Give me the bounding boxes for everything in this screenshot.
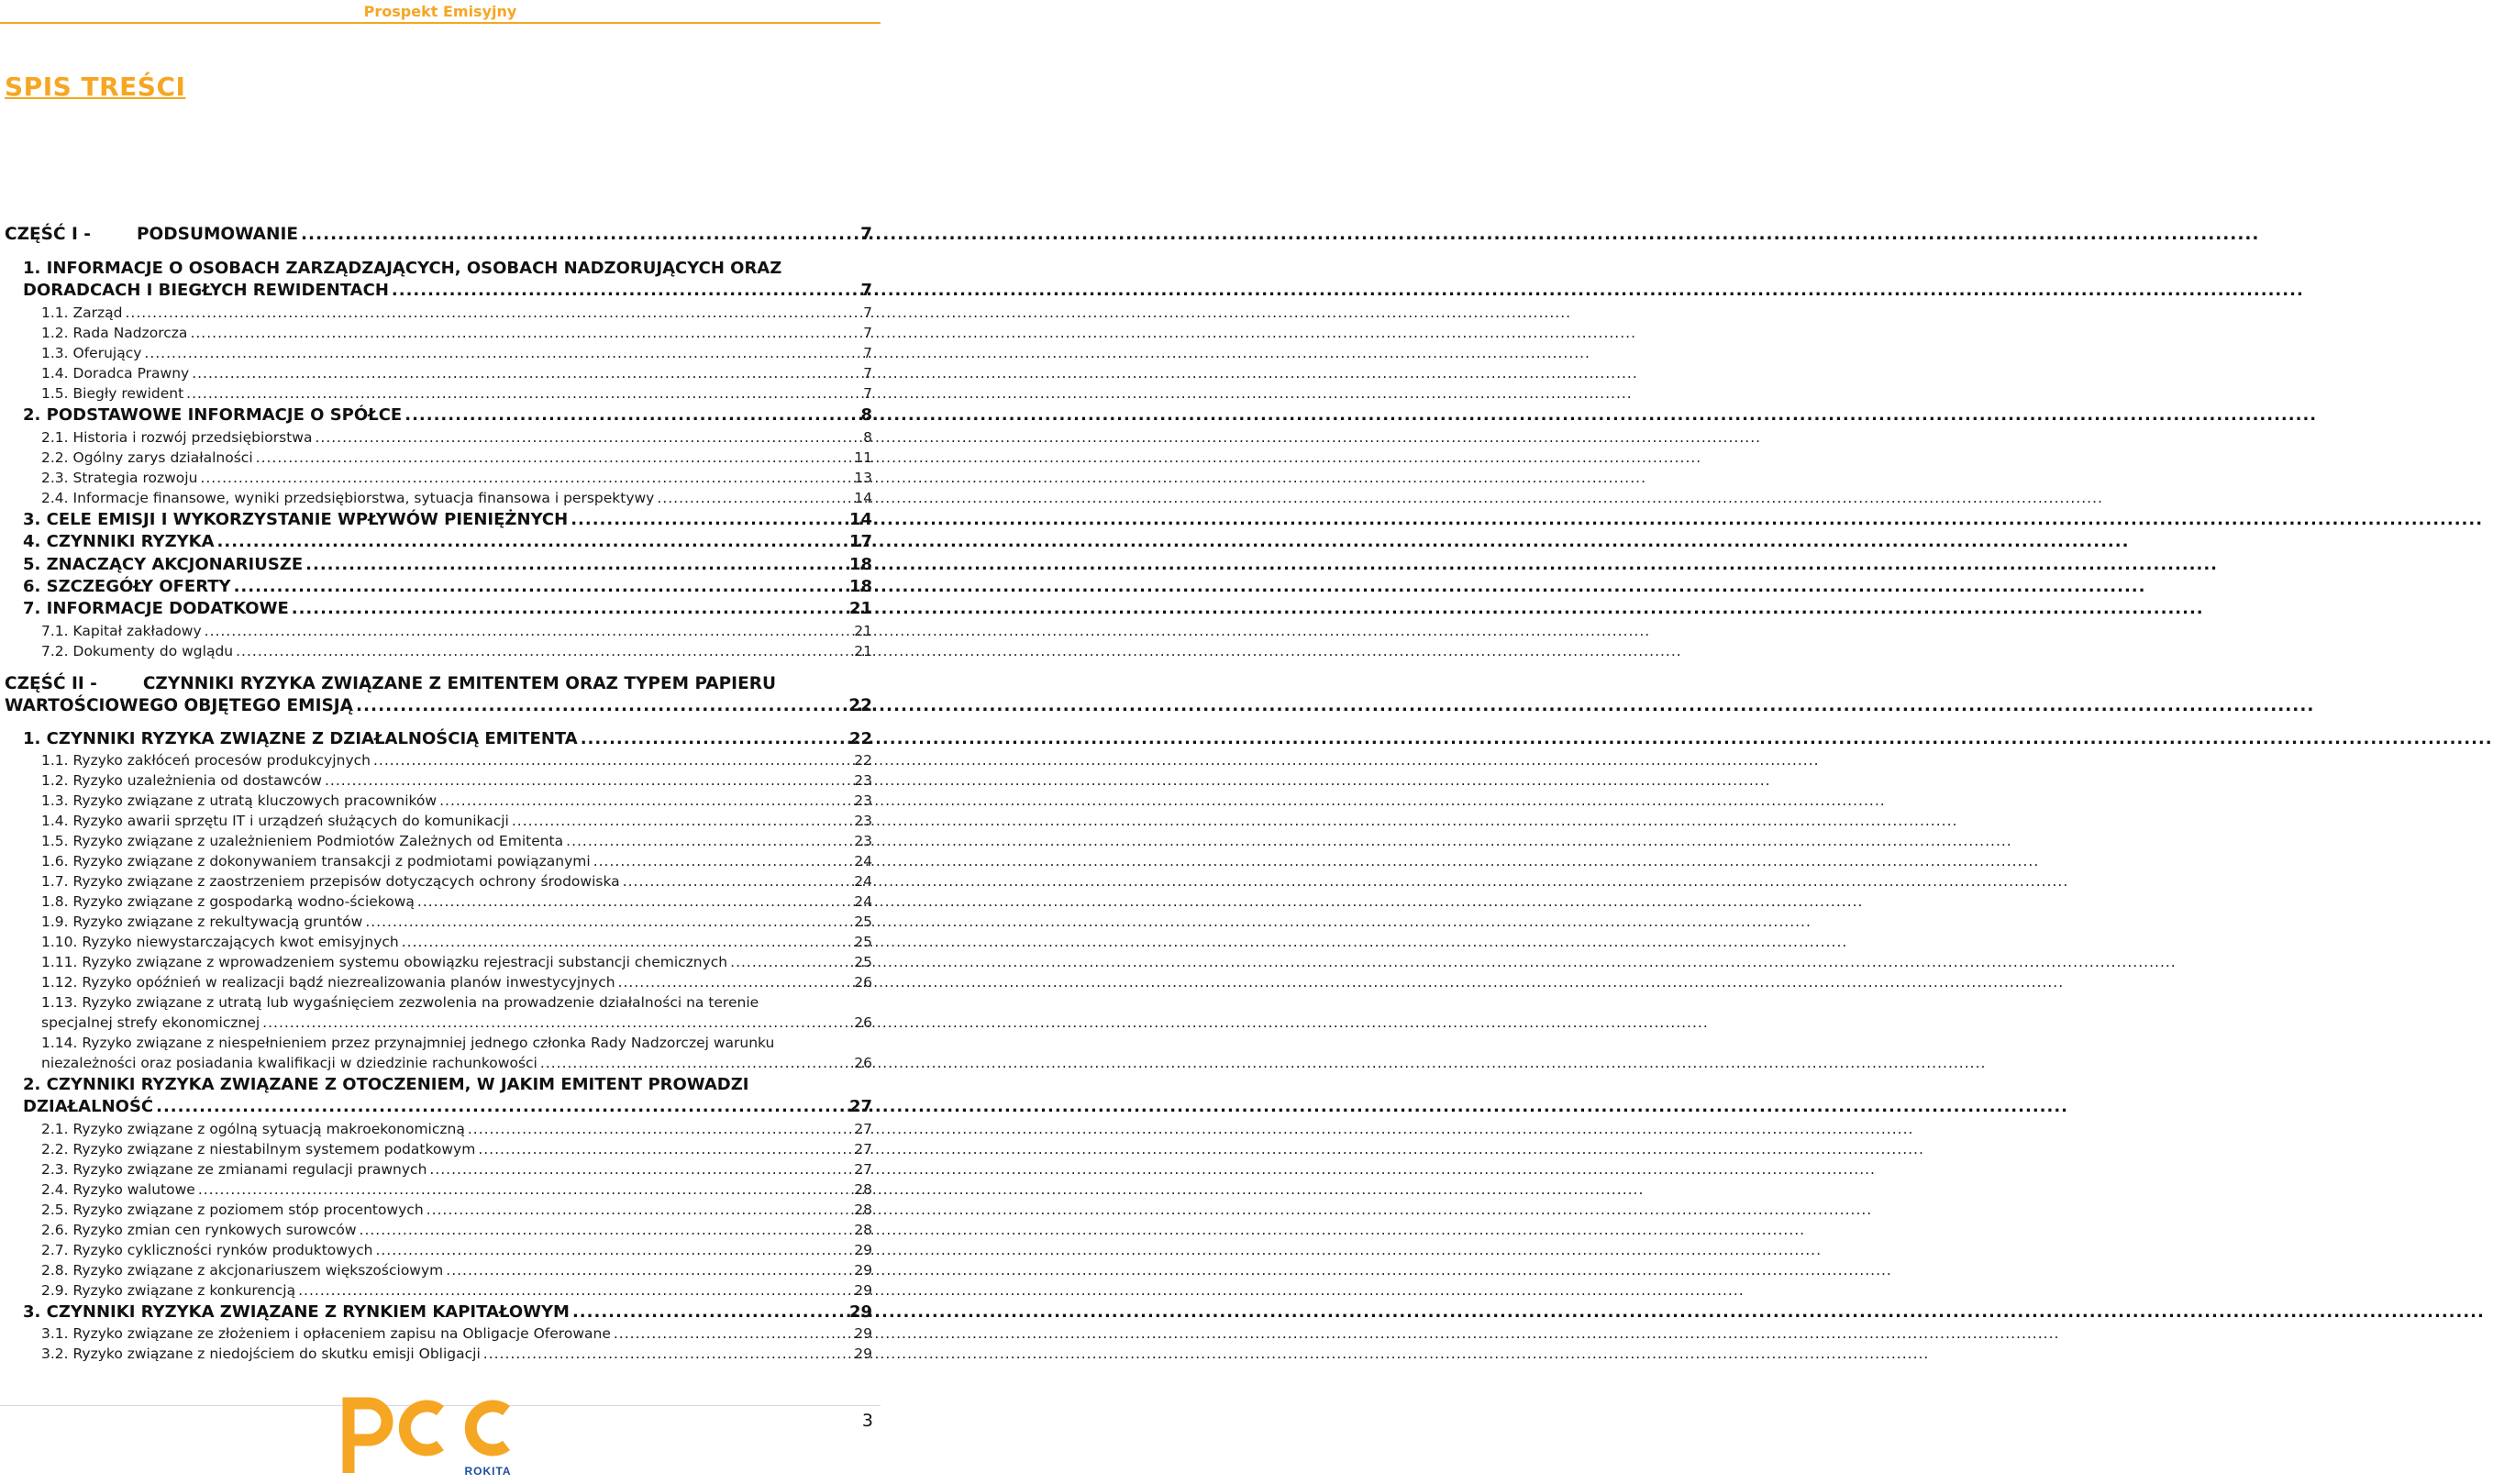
toc-entry-label: 1.2. Rada Nadzorcza (41, 325, 188, 341)
toc-section-ii-2-cont[interactable] (23, 1097, 872, 1116)
toc-page-number: 26 (854, 1055, 872, 1071)
toc-subsection-cont[interactable] (41, 1055, 872, 1071)
toc-leader-dots (572, 1302, 847, 1322)
document-header (0, 0, 881, 24)
toc-entry-label: DORADCACH I BIEGŁYCH REWIDENTACH (23, 281, 389, 300)
toc-subsection[interactable] (41, 954, 872, 970)
toc-page-number: 13 (854, 470, 872, 486)
toc-leader-dots (234, 577, 847, 596)
toc-leader-dots (483, 1346, 852, 1362)
toc-entry-label: 1.2. Ryzyko uzależnienia od dostawców (41, 772, 322, 789)
toc-leader-dots (404, 405, 858, 425)
toc-subsection[interactable] (41, 1282, 872, 1299)
toc-part-label: CZĘŚĆ II - (5, 674, 97, 693)
toc-subsection[interactable] (41, 1141, 872, 1157)
header-title: Prospekt Emisyjny (363, 3, 517, 20)
toc-part-label: CZĘŚĆ I - (5, 225, 91, 244)
toc-subsection[interactable] (41, 1161, 872, 1178)
toc-entry-label: 2.6. Ryzyko zmian cen rynkowych surowców (41, 1222, 357, 1238)
toc-subsection[interactable] (41, 449, 872, 466)
toc-subsection[interactable] (41, 1262, 872, 1279)
toc-entry-label: DZIAŁALNOŚĆ (23, 1097, 154, 1116)
toc-leader-dots (402, 934, 852, 950)
toc-leader-dots (540, 1055, 851, 1071)
pcc-rokita-logo (332, 1389, 525, 1480)
toc-entry-label: WARTOŚCIOWEGO OBJĘTEGO EMISJĄ (5, 696, 353, 715)
toc-leader-dots (446, 1262, 851, 1279)
toc-entry-label: 2.4. Informacje finansowe, wyniki przedsiębiorstwa, sytuacja finansowa i perspektywy (41, 490, 655, 506)
toc-subsection[interactable] (41, 1325, 872, 1342)
toc-page-number: 29 (854, 1262, 872, 1279)
toc-entry-label: 2.3. Ryzyko związane ze zmianami regulacji prawnych (41, 1161, 427, 1178)
toc-entry-label: 1. INFORMACJE O OSOBACH ZARZĄDZAJĄCYCH, OSOBACH NADZORUJĄCYCH ORAZ (23, 259, 782, 278)
toc-page-number: 25 (854, 934, 872, 950)
toc-entry-label: 1.11. Ryzyko związane z wprowadzeniem systemu obowiązku rejestracji substancji chemicznych (41, 954, 728, 970)
toc-leader-dots (200, 470, 851, 486)
toc-page-number: 25 (854, 954, 872, 970)
toc-subsection[interactable] (41, 833, 872, 849)
toc-entry-label: 1.7. Ryzyko związane z zaostrzeniem przepisów dotyczących ochrony środowiska (41, 873, 620, 890)
toc-entry-label: 2.9. Ryzyko związane z konkurencją (41, 1282, 296, 1299)
toc-leader-dots (262, 1014, 851, 1031)
toc-page-number: 14 (848, 510, 872, 529)
toc-page-number: 17 (848, 532, 872, 551)
toc-heading: SPIS TREŚCI (5, 72, 186, 102)
toc-page-number: 21 (854, 643, 872, 659)
toc-page-number: 25 (854, 914, 872, 930)
toc-page-number: 26 (854, 1014, 872, 1031)
toc-leader-dots (156, 1097, 847, 1116)
toc-entry-label: 1.1. Ryzyko zakłóceń procesów produkcyjnych (41, 752, 371, 769)
toc-section-1-cont[interactable] (23, 281, 872, 300)
toc-leader-dots (566, 833, 851, 849)
page-number: 3 (861, 1411, 873, 1431)
toc-page-number: 28 (854, 1222, 872, 1238)
toc-subsection[interactable] (41, 1202, 872, 1218)
toc-page-number: 7 (860, 225, 872, 244)
toc-part-2[interactable] (5, 674, 872, 693)
toc-page-number: 18 (848, 555, 872, 574)
toc-entry-label: 1.5. Ryzyko związane z uzależnieniem Podmiotów Zależnych od Emitenta (41, 833, 564, 849)
toc-page-number: 23 (854, 792, 872, 809)
toc-page-number: 11 (854, 449, 872, 466)
toc-entry-label: 1.14. Ryzyko związane z niespełnieniem przez przynajmniej jednego członka Rady Nadzorczej warunku (41, 1035, 775, 1051)
toc-leader-dots (571, 510, 847, 529)
toc-page-number: 7 (863, 305, 872, 321)
toc-page-number: 27 (854, 1161, 872, 1178)
toc-page-number: 22 (848, 696, 872, 715)
toc-leader-dots (198, 1181, 851, 1198)
toc-leader-dots (125, 305, 860, 321)
toc-entry-label: 3. CELE EMISJI I WYKORZYSTANIE WPŁYWÓW PIENIĘŻNYCH (23, 510, 569, 529)
toc-page-number: 7 (860, 281, 872, 300)
toc-leader-dots (375, 1242, 851, 1258)
toc-entry-label: 1.12. Ryzyko opóźnień w realizacji bądź niezrealizowania planów inwestycyjnych (41, 974, 615, 991)
toc-page-number: 22 (848, 729, 872, 748)
toc-leader-dots (623, 873, 852, 890)
toc-entry-label: 2.7. Ryzyko cykliczności rynków produktowych (41, 1242, 373, 1258)
toc-part-1[interactable] (5, 225, 872, 244)
toc-entry-label: 4. CZYNNIKI RYZYKA (23, 532, 215, 551)
toc-entry-label: 7.2. Dokumenty do wglądu (41, 643, 234, 659)
toc-entry-label: 6. SZCZEGÓŁY OFERTY (23, 577, 231, 596)
toc-leader-dots (581, 729, 847, 748)
toc-page-number: 24 (854, 853, 872, 869)
toc-section-7[interactable] (23, 599, 872, 618)
toc-leader-dots (417, 893, 851, 910)
toc-page-number: 7 (863, 325, 872, 341)
toc-leader-dots (439, 792, 851, 809)
toc-section-ii-1[interactable] (23, 729, 872, 748)
toc-entry-label: 2.2. Ryzyko związane z niestabilnym systemem podatkowym (41, 1141, 476, 1157)
toc-leader-dots (217, 532, 847, 551)
toc-entry-label: 1.6. Ryzyko związane z dokonywaniem transakcji z podmiotami powiązanymi (41, 853, 591, 869)
toc-page-number: 21 (854, 623, 872, 639)
toc-page-number: 24 (854, 893, 872, 910)
toc-leader-dots (301, 225, 858, 244)
toc-leader-dots (205, 623, 852, 639)
toc-entry-label: 1.3. Ryzyko związane z utratą kluczowych pracowników (41, 792, 438, 809)
toc-entry-label: 1.8. Ryzyko związane z gospodarką wodno-ściekową (41, 893, 415, 910)
toc-page-number: 23 (854, 833, 872, 849)
pcc-logo-icon (332, 1389, 525, 1480)
toc-entry-label: 7. INFORMACJE DODATKOWE (23, 599, 289, 618)
toc-subsection[interactable] (41, 873, 872, 890)
toc-entry-label: 2.8. Ryzyko związane z akcjonariuszem większościowym (41, 1262, 444, 1279)
toc-section-1[interactable] (23, 259, 872, 278)
toc-page-number: 26 (854, 974, 872, 991)
toc-subsection[interactable] (41, 1222, 872, 1238)
toc-leader-dots (468, 1121, 851, 1137)
toc-page-number: 27 (848, 1097, 872, 1116)
toc-leader-dots (429, 1161, 851, 1178)
toc-subsection[interactable] (41, 772, 872, 789)
toc-subsection[interactable] (41, 974, 872, 991)
toc-entry-label: 1.9. Ryzyko związane z rekultywacją gruntów (41, 914, 363, 930)
toc-entry-label: 2.3. Strategia rozwoju (41, 470, 198, 486)
toc-page-number: 7 (863, 365, 872, 382)
toc-entry-label: 3. CZYNNIKI RYZYKA ZWIĄZANE Z RYNKIEM KAPITAŁOWYM (23, 1302, 570, 1322)
toc-leader-dots (614, 1325, 851, 1342)
toc-page-number: 29 (854, 1242, 872, 1258)
toc-page-number: 29 (848, 1302, 872, 1322)
toc-leader-dots (144, 345, 860, 361)
toc-entry-label: 2. PODSTAWOWE INFORMACJE O SPÓŁCE (23, 405, 403, 425)
toc-subsection[interactable] (41, 365, 872, 382)
toc-subsection[interactable] (41, 623, 872, 639)
toc-page-number: 18 (848, 577, 872, 596)
toc-leader-dots (427, 1202, 852, 1218)
toc-subsection[interactable] (41, 853, 872, 869)
toc-subsection[interactable] (41, 1242, 872, 1258)
toc-page-number: 29 (854, 1325, 872, 1342)
toc-leader-dots (315, 429, 860, 446)
toc-page-number: 22 (854, 752, 872, 769)
toc-leader-dots (512, 813, 851, 829)
toc-entry-label: 1.13. Ryzyko związane z utratą lub wygaśnięciem zezwolenia na prowadzenie działalności na terenie (41, 994, 759, 1011)
toc-section-4[interactable] (23, 532, 872, 551)
toc-entry-label: specjalnej strefy ekonomicznej (41, 1014, 260, 1031)
toc-section-6[interactable] (23, 577, 872, 596)
toc-subsection-cont[interactable] (41, 1014, 872, 1031)
toc-leader-dots (657, 490, 851, 506)
toc-subsection[interactable] (41, 813, 872, 829)
toc-leader-dots (478, 1141, 851, 1157)
toc-subsection[interactable] (41, 1121, 872, 1137)
toc-subsection[interactable] (41, 1035, 872, 1051)
toc-entry-label: 2.1. Ryzyko związane z ogólną sytuacją makroekonomiczną (41, 1121, 465, 1137)
toc-entry-label: 1.4. Ryzyko awarii sprzętu IT i urządzeń służących do komunikacji (41, 813, 509, 829)
toc-entry-label: 3.1. Ryzyko związane ze złożeniem i opłaceniem zapisu na Obligacje Oferowane (41, 1325, 611, 1342)
toc-section-2[interactable] (23, 405, 872, 425)
toc-page-number: 7 (863, 345, 872, 361)
toc-leader-dots (360, 1222, 852, 1238)
toc-subsection[interactable] (41, 934, 872, 950)
toc-entry-label: 2.5. Ryzyko związane z poziomem stóp procentowych (41, 1202, 424, 1218)
toc-entry-label: 2.1. Historia i rozwój przedsiębiorstwa (41, 429, 313, 446)
toc-leader-dots (192, 365, 860, 382)
toc-section-ii-2[interactable] (23, 1075, 872, 1094)
toc-entry-label: 1.1. Zarząd (41, 305, 123, 321)
toc-leader-dots (298, 1282, 851, 1299)
toc-subsection[interactable] (41, 1181, 872, 1198)
toc-subsection[interactable] (41, 643, 872, 659)
toc-entry-label: 7.1. Kapitał zakładowy (41, 623, 202, 639)
toc-subsection[interactable] (41, 429, 872, 446)
toc-leader-dots (618, 974, 852, 991)
toc-page-number: 27 (854, 1121, 872, 1137)
toc-entry-label: 2.2. Ogólny zarys działalności (41, 449, 253, 466)
toc-leader-dots (593, 853, 852, 869)
toc-entry-label: niezależności oraz posiadania kwalifikacji w dziedzinie rachunkowości (41, 1055, 537, 1071)
toc-part-title: PODSUMOWANIE (136, 225, 299, 244)
toc-subsection[interactable] (41, 325, 872, 341)
toc-subsection[interactable] (41, 893, 872, 910)
toc-entry-label: 1.4. Doradca Prawny (41, 365, 190, 382)
toc-leader-dots (292, 599, 847, 618)
toc-page-number: 14 (854, 490, 872, 506)
toc-subsection[interactable] (41, 385, 872, 402)
toc-entry-label: 1.5. Biegły rewident (41, 385, 184, 402)
toc-leader-dots (305, 555, 847, 574)
toc-part-2-cont[interactable] (5, 696, 872, 715)
toc-part-title: CZYNNIKI RYZYKA ZWIĄZANE Z EMITENTEM ORAZ TYPEM PAPIERU (142, 674, 776, 693)
toc-subsection[interactable] (41, 914, 872, 930)
toc-entry-label: 2. CZYNNIKI RYZYKA ZWIĄZANE Z OTOCZENIEM, W JAKIM EMITENT PROWADZI (23, 1075, 749, 1094)
toc-subsection[interactable] (41, 1346, 872, 1362)
toc-leader-dots (373, 752, 851, 769)
toc-section-ii-3[interactable] (23, 1302, 872, 1322)
toc-page-number: 8 (860, 405, 872, 425)
toc-page-number: 24 (854, 873, 872, 890)
toc-entry-label: 3.2. Ryzyko związane z niedojściem do skutku emisji Obligacji (41, 1346, 481, 1362)
toc-leader-dots (392, 281, 859, 300)
toc-leader-dots (236, 643, 851, 659)
toc-section-3[interactable] (23, 510, 872, 529)
svg-text:ROKITA: ROKITA (464, 1465, 512, 1478)
toc-subsection[interactable] (41, 490, 872, 506)
toc-entry-label: 1.3. Oferujący (41, 345, 142, 361)
toc-leader-dots (256, 449, 852, 466)
toc-subsection[interactable] (41, 792, 872, 809)
toc-page-number: 8 (863, 429, 872, 446)
toc-leader-dots (730, 954, 851, 970)
toc-page-number: 23 (854, 772, 872, 789)
toc-leader-dots (325, 772, 851, 789)
toc-entry-label: 5. ZNACZĄCY AKCJONARIUSZE (23, 555, 304, 574)
toc-subsection[interactable] (41, 470, 872, 486)
toc-entry-label: 1.10. Ryzyko niewystarczających kwot emisyjnych (41, 934, 399, 950)
toc-subsection[interactable] (41, 752, 872, 769)
toc-entry-label: 2.4. Ryzyko walutowe (41, 1181, 195, 1198)
toc-page-number: 28 (854, 1181, 872, 1198)
toc-page-number: 28 (854, 1202, 872, 1218)
toc-subsection[interactable] (41, 994, 872, 1011)
toc-page-number: 21 (848, 599, 872, 618)
toc-leader-dots (186, 385, 860, 402)
toc-page-number: 27 (854, 1141, 872, 1157)
toc-page-number: 7 (863, 385, 872, 402)
toc-leader-dots (365, 914, 851, 930)
toc-entry-label: 1. CZYNNIKI RYZYKA ZWIĄZNE Z DZIAŁALNOŚCIĄ EMITENTA (23, 729, 578, 748)
toc-subsection[interactable] (41, 345, 872, 361)
toc-section-5[interactable] (23, 555, 872, 574)
toc-leader-dots (356, 696, 846, 715)
toc-page-number: 23 (854, 813, 872, 829)
toc-page-number: 29 (854, 1282, 872, 1299)
toc-subsection[interactable] (41, 305, 872, 321)
toc-leader-dots (190, 325, 860, 341)
toc-page-number: 29 (854, 1346, 872, 1362)
